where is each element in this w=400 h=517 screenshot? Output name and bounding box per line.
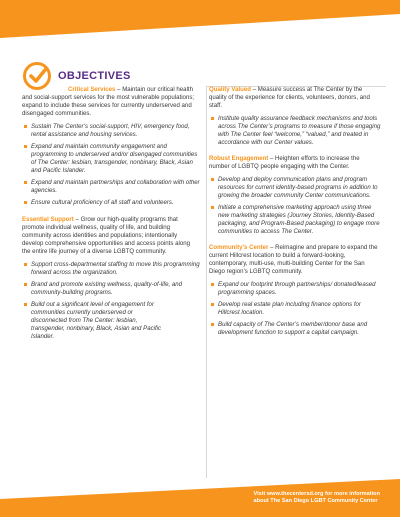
list-item: Build out a significant level of engagement for communities currently underserved or disconnected from The Center: lesbian, transgender, nonbinary, Black, Asian and Pacific Islander. [22, 301, 200, 341]
essential-support-text: – Grow our high-quality programs that promote individual wellness, quality of life, and building community across identities and populations; intentionally develop comprehensive opportunities and access points along the entire life journey of a diverse LGBTQ community. [22, 216, 191, 255]
quality-valued-bullets [209, 115, 381, 147]
bullet-square-icon [24, 125, 27, 128]
bullet-square-icon [24, 181, 27, 184]
quality-valued-lead: Quality Valued [209, 86, 251, 93]
footer-band [0, 477, 400, 517]
quality-valued-text: – Measure success at The Center by the quality of the experience for clients, volunteers, donors, and staff. [209, 86, 370, 109]
bullet-square-icon [211, 303, 214, 306]
footer-line-1: Visit www.thecentersd.org for more information [253, 491, 380, 497]
bullet-square-icon [211, 178, 214, 181]
list-item: Develop and deploy communication plans and program resources for current identity-based programs in addition to growing the broader community Center communications. [209, 176, 381, 200]
robust-engagement-lead: Robust Engagement [209, 155, 269, 162]
list-item: Expand our footprint through partnerships/ donated/leased programming spaces. [209, 281, 381, 297]
bullet-square-icon [24, 145, 27, 148]
communitys-center-bullets [209, 281, 381, 337]
essential-support-bullets [22, 261, 200, 341]
essential-support-paragraph [22, 216, 200, 256]
top-band-shape [0, 0, 400, 40]
bullet-square-icon [24, 283, 27, 286]
list-item: Institute quality assurance feedback mechanisms and tools across The Center’s programs to measure if those engaging with The Center feel “welcome,” “valued,” and treated in accordance with our Center values. [209, 115, 381, 147]
critical-services-paragraph [22, 86, 200, 118]
communitys-center-lead: Community’s Center [209, 244, 269, 251]
communitys-center-paragraph [209, 244, 381, 276]
footer-text [254, 491, 381, 505]
left-column [22, 86, 200, 341]
list-item: Expand and maintain community engagement and programming to underserved and/or disengaged communities of The Center: lesbian, transgender, nonbinary, Black, Asian and Pacific Islander. [22, 143, 200, 175]
top-orange-band [0, 0, 400, 40]
bullet-square-icon [211, 283, 214, 286]
bullet-square-icon [24, 201, 27, 204]
bullet-square-icon [211, 117, 214, 120]
page-heading: OBJECTIVES [58, 70, 131, 82]
list-item: Brand and promote existing wellness, quality-of-life, and community-building programs. [22, 281, 200, 297]
critical-services-text: – Maintain our critical health and social-support services for the most vulnerable populations; expand to include these services for currently underserved and disengaged communities. [22, 86, 195, 117]
critical-services-lead: Critical Services [68, 86, 116, 93]
list-item: Expand and maintain partnerships and collaboration with other agencies. [22, 179, 200, 195]
essential-support-lead: Essential Support [22, 216, 74, 223]
bullet-square-icon [24, 263, 27, 266]
column-divider [206, 86, 207, 478]
footer-line-2: about The San Diego LGBT Community Center [253, 498, 378, 504]
list-item: Support cross-departmental staffing to move this programming forward across the organization. [22, 261, 200, 277]
quality-valued-paragraph [209, 86, 381, 110]
critical-services-bullets [22, 123, 200, 207]
list-item: Build capacity of The Center’s member/donor base and development function to support a capital campaign. [209, 321, 381, 337]
list-item: Initiate a comprehensive marketing approach using three new marketing strategies (Journey Stories, Identity-Based packaging, and Program-Based packaging) to engage more communities to access The Center. [209, 204, 381, 236]
robust-engagement-text: – Heighten efforts to increase the number of LGBTQ people engaging with the Center. [209, 155, 360, 170]
bullet-square-icon [24, 303, 27, 306]
list-item: Develop real estate plan including finance options for Hillcrest location. [209, 301, 381, 317]
bullet-square-icon [211, 323, 214, 326]
robust-engagement-bullets [209, 176, 381, 236]
right-column [209, 86, 381, 337]
bullet-square-icon [211, 206, 214, 209]
robust-engagement-paragraph [209, 155, 381, 171]
communitys-center-text: – Reimagine and prepare to expand the current Hillcrest location to build a forward-looking, contemporary, multi-use, multi-building Center for the San Diego region’s LGBTQ community. [209, 244, 378, 275]
list-item: Sustain The Center’s social-support, HIV, emergency food, rental assistance and housing services. [22, 123, 200, 139]
list-item: Ensure cultural proficiency of all staff and volunteers. [22, 199, 200, 207]
